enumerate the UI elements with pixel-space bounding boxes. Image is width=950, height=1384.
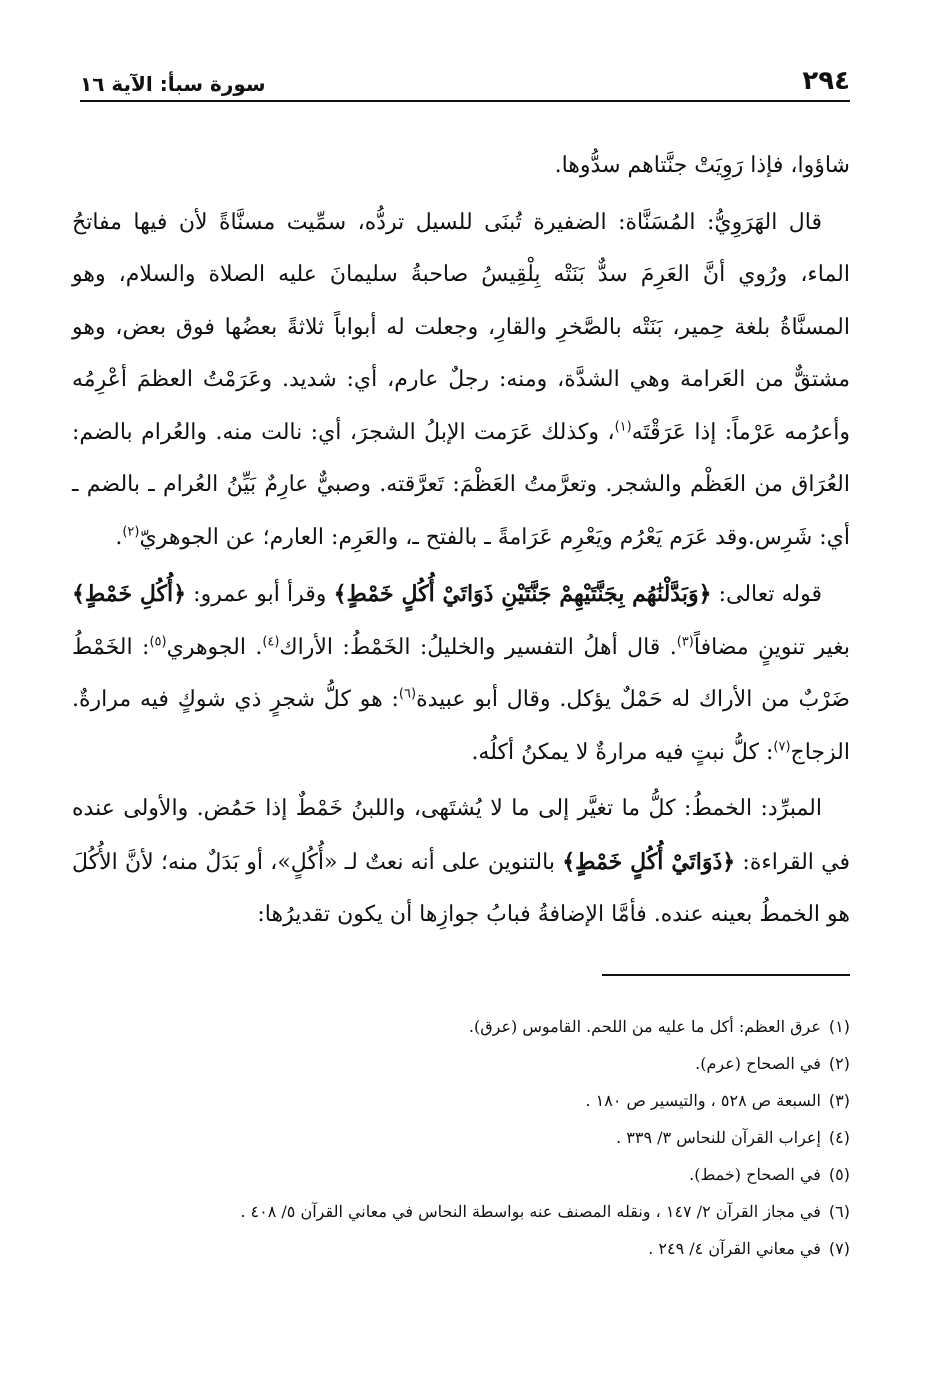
- footnote-text: إعراب القرآن للنحاس ٣/ ٣٣٩ .: [616, 1128, 821, 1147]
- footnote-marker[interactable]: (٥): [149, 634, 167, 650]
- text-run: .: [115, 524, 123, 550]
- text-run: ، وكذلك عَرَمت الإبلُ الشجرَ، أي: نالت منه. والعُرام بالضم: العُرَاق من العَظْم والشجر. وتعرَّمتُ العَظْمَ: تَعرَّقته. وصبيٌّ عارِمٌ بَيِّنُ العُرام ـ بالضم ـ أي: شَرِس.وقد عَرَم يَعْرُم ويَعْرِم عَرَامةً ـ بالفتح ـ، والعَرِم: العارم؛ عن الجوهريّ: [72, 419, 850, 550]
- footnote-number: (١): [828, 1017, 850, 1036]
- text-run: . الجوهري: [166, 634, 263, 660]
- text-run: : هو كلُّ شجرٍ ذي شوكٍ فيه مرارةٌ. الزجاج: [72, 687, 850, 765]
- footnote-marker[interactable]: (٢): [122, 524, 140, 540]
- footnote-number: (٤): [828, 1128, 850, 1147]
- text-run: : الخَمْطُ ضَرْبٌ من الأراك له حَمْلٌ يؤكل. وقال أبو عبيدة: [72, 634, 850, 712]
- footnote-item: [100, 1199, 850, 1236]
- text-run: شاؤوا، فإذا رَوِيَتْ جنَّتاهم سدُّوها.: [554, 153, 850, 178]
- text-run: قال الهَرَوِيُّ: المُسَنَّاة: الضفيرة تُبنَى للسيل تردُّه، سمِّيت مسنَّاةً لأن فيها مفاتحُ الماء، ورُوي أنَّ العَرِمَ سدٌّ بَنَتْه بِلْقِيسُ صاحبةُ سليمانَ عليه الصلاة والسلام، وهو المسنَّاةُ بلغة حِمير، بَنَتْه بالصَّخرِ والقارِ، وجعلت له أبواباً ثلاثةً بعضُها فوق بعض، وهو مشتقٌّ من العَرامة وهي الشدَّة، ومنه: رجلٌ عارم، أي: شديد. وعَرَمْتُ العظمَ أعْرِمُه وأعرُمه عَرْماً: إذا عَرَقْتَه: [72, 209, 850, 445]
- footnote-number: (٣): [828, 1091, 850, 1110]
- footnote-text: في الصحاح (خمط).: [689, 1165, 821, 1184]
- footnote-text: في مجاز القرآن ٢/ ١٤٧ ، ونقله المصنف عنه بواسطة النحاس في معاني القرآن ٥/ ٤٠٨ .: [240, 1202, 821, 1221]
- main-text: [72, 140, 850, 942]
- footnote-marker[interactable]: (١): [614, 419, 632, 435]
- surah-reference: سورة سبأ: الآية ١٦: [80, 72, 266, 96]
- footnote-marker[interactable]: (٧): [773, 739, 791, 755]
- text-run: بالتنوين على أنه نعتٌ لـ «أُكُلٍ»، أو بَدَلٌ منه؛ لأنَّ الأُكُلَ هو الخمطُ بعينه عنده. فأمَّا الإضافةُ فبابُ جوازِها أن يكون تقديرُها:: [72, 849, 850, 927]
- footnote-number: (٧): [828, 1239, 850, 1258]
- footnote-marker[interactable]: (٣): [676, 634, 694, 650]
- footnotes: [100, 1014, 850, 1273]
- footnote-item: [100, 1051, 850, 1088]
- text-run: المبرِّد: الخمطُ: كلُّ ما تغيَّر إلى ما لا يُشتَهى، واللبنُ خَمْطٌ إذا حَمُض. والأولى عنده في القراءة:: [72, 796, 850, 875]
- footnote-item: [100, 1014, 850, 1051]
- footnote-number: (٥): [828, 1165, 850, 1184]
- quran-quote: ﴿وَبَدَّلْنَٰهُم بِجَنَّتَيْهِمْ جَنَّتَيْنِ ذَوَاتَيْ أُكُلٍ خَمْطٍ﴾: [333, 581, 712, 607]
- footnote-item: [100, 1236, 850, 1273]
- text-run: وقرأ أبو عمرو:: [186, 582, 334, 607]
- footnote-number: (٢): [828, 1054, 850, 1073]
- text-run: قوله تعالى:: [711, 582, 822, 607]
- text-run: : كلُّ نبتٍ فيه مرارةٌ لا يمكنُ أكلُه.: [471, 739, 774, 765]
- quran-quote: ﴿ذَوَاتَيْ أُكُلٍ خَمْطٍ﴾: [562, 848, 736, 875]
- paragraph: [72, 568, 850, 779]
- paragraph: [72, 783, 850, 942]
- quran-quote: ﴿أُكُلِ خَمْطٍ﴾: [72, 581, 187, 607]
- footnote-number: (٦): [828, 1202, 850, 1221]
- footnote-marker[interactable]: (٤): [262, 634, 280, 650]
- footnote-text: السبعة ص ٥٢٨ ، والتيسير ص ١٨٠ .: [585, 1091, 821, 1110]
- text-run: بغير تنوينٍ مضافاً: [693, 634, 850, 660]
- paragraph: [72, 140, 850, 193]
- footnote-item: [100, 1088, 850, 1125]
- text-run: . قال أهلُ التفسير والخليلُ: الخَمْطُ: الأراك: [279, 634, 677, 660]
- footnote-marker[interactable]: (٦): [398, 686, 417, 702]
- footnote-text: في الصحاح (عرم).: [695, 1054, 821, 1073]
- footnote-text: عرق العظم: أكل ما عليه من اللحم. القاموس (عرق).: [468, 1017, 821, 1036]
- footnote-separator: [602, 974, 850, 976]
- footnote-item: [100, 1162, 850, 1199]
- page-number: ٢٩٤: [802, 66, 850, 96]
- paragraph: [72, 197, 850, 565]
- footnote-text: في معاني القرآن ٤/ ٢٤٩ .: [648, 1239, 821, 1258]
- page-header: [80, 62, 850, 102]
- footnote-item: [100, 1125, 850, 1162]
